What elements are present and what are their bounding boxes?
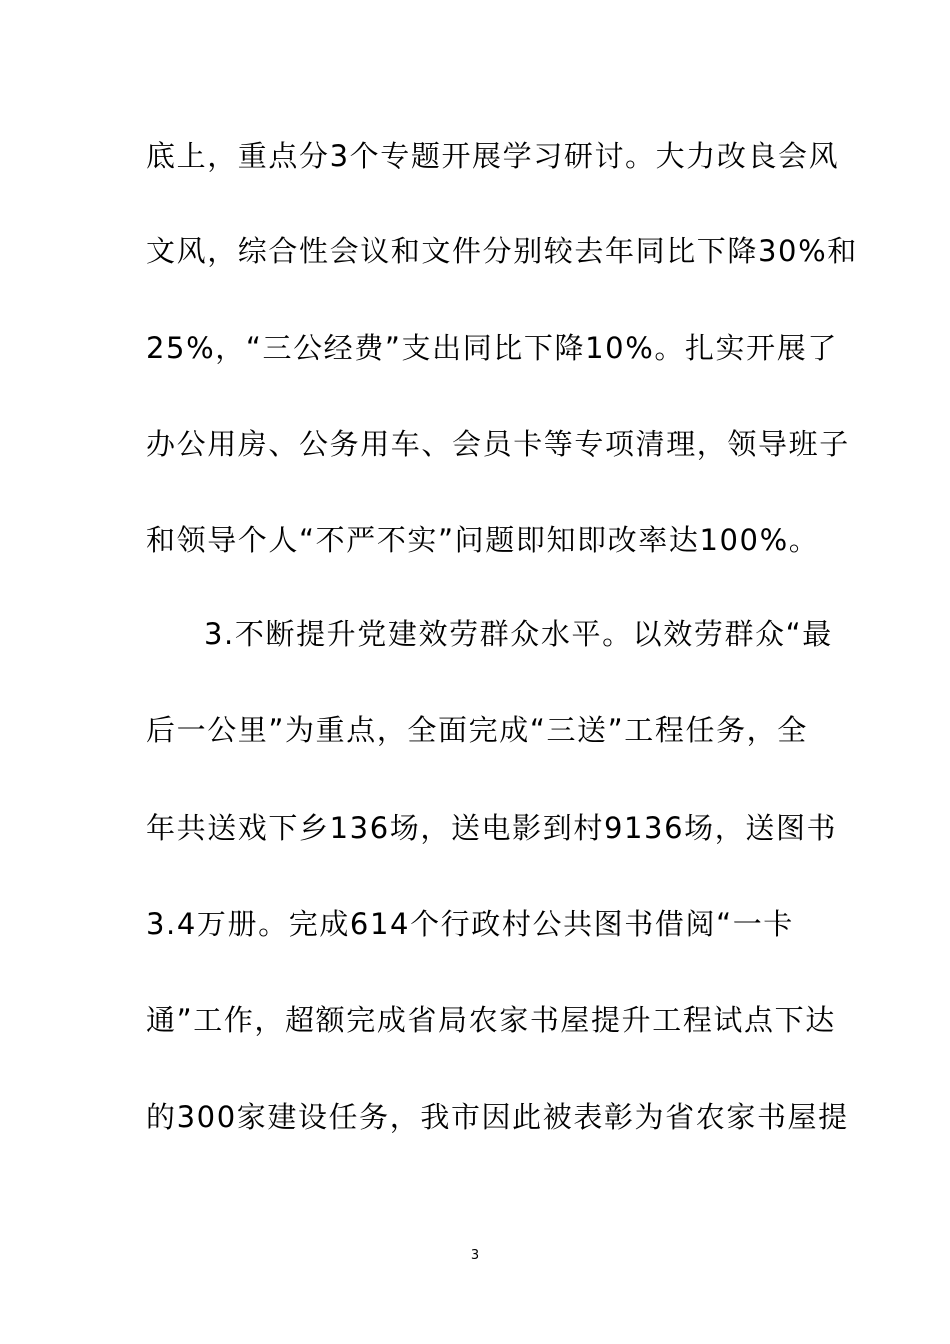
text-line: 办公用房、公务用车、会员卡等专项清理，领导班子: [146, 427, 850, 461]
text-line: 底上，重点分3个专题开展学习研讨。大力改良会风: [146, 139, 840, 173]
text-line: 和领导个人“不严不实”问题即知即改率达100%。: [146, 523, 820, 557]
text-line: 后一公里”为重点，全面完成“三送”工程任务，全: [146, 713, 808, 747]
text-line: 3.4万册。完成614个行政村公共图书借阅“一卡: [146, 907, 794, 941]
page-number: 3: [470, 1248, 480, 1263]
text-line: 通”工作，超额完成省局农家书屋提升工程试点下达: [146, 1003, 836, 1037]
text-line: 的300家建设任务，我市因此被表彰为省农家书屋提: [146, 1100, 849, 1134]
paragraph-first-line: 3.不断提升党建效劳群众水平。以效劳群众“最: [204, 617, 833, 651]
text-line: 文风，综合性会议和文件分别较去年同比下降30%和: [146, 234, 858, 268]
text-line: 年共送戏下乡136场，送电影到村9136场，送图书: [146, 811, 838, 845]
text-line: 25%，“三公经费”支出同比下降10%。扎实开展了: [146, 331, 838, 365]
